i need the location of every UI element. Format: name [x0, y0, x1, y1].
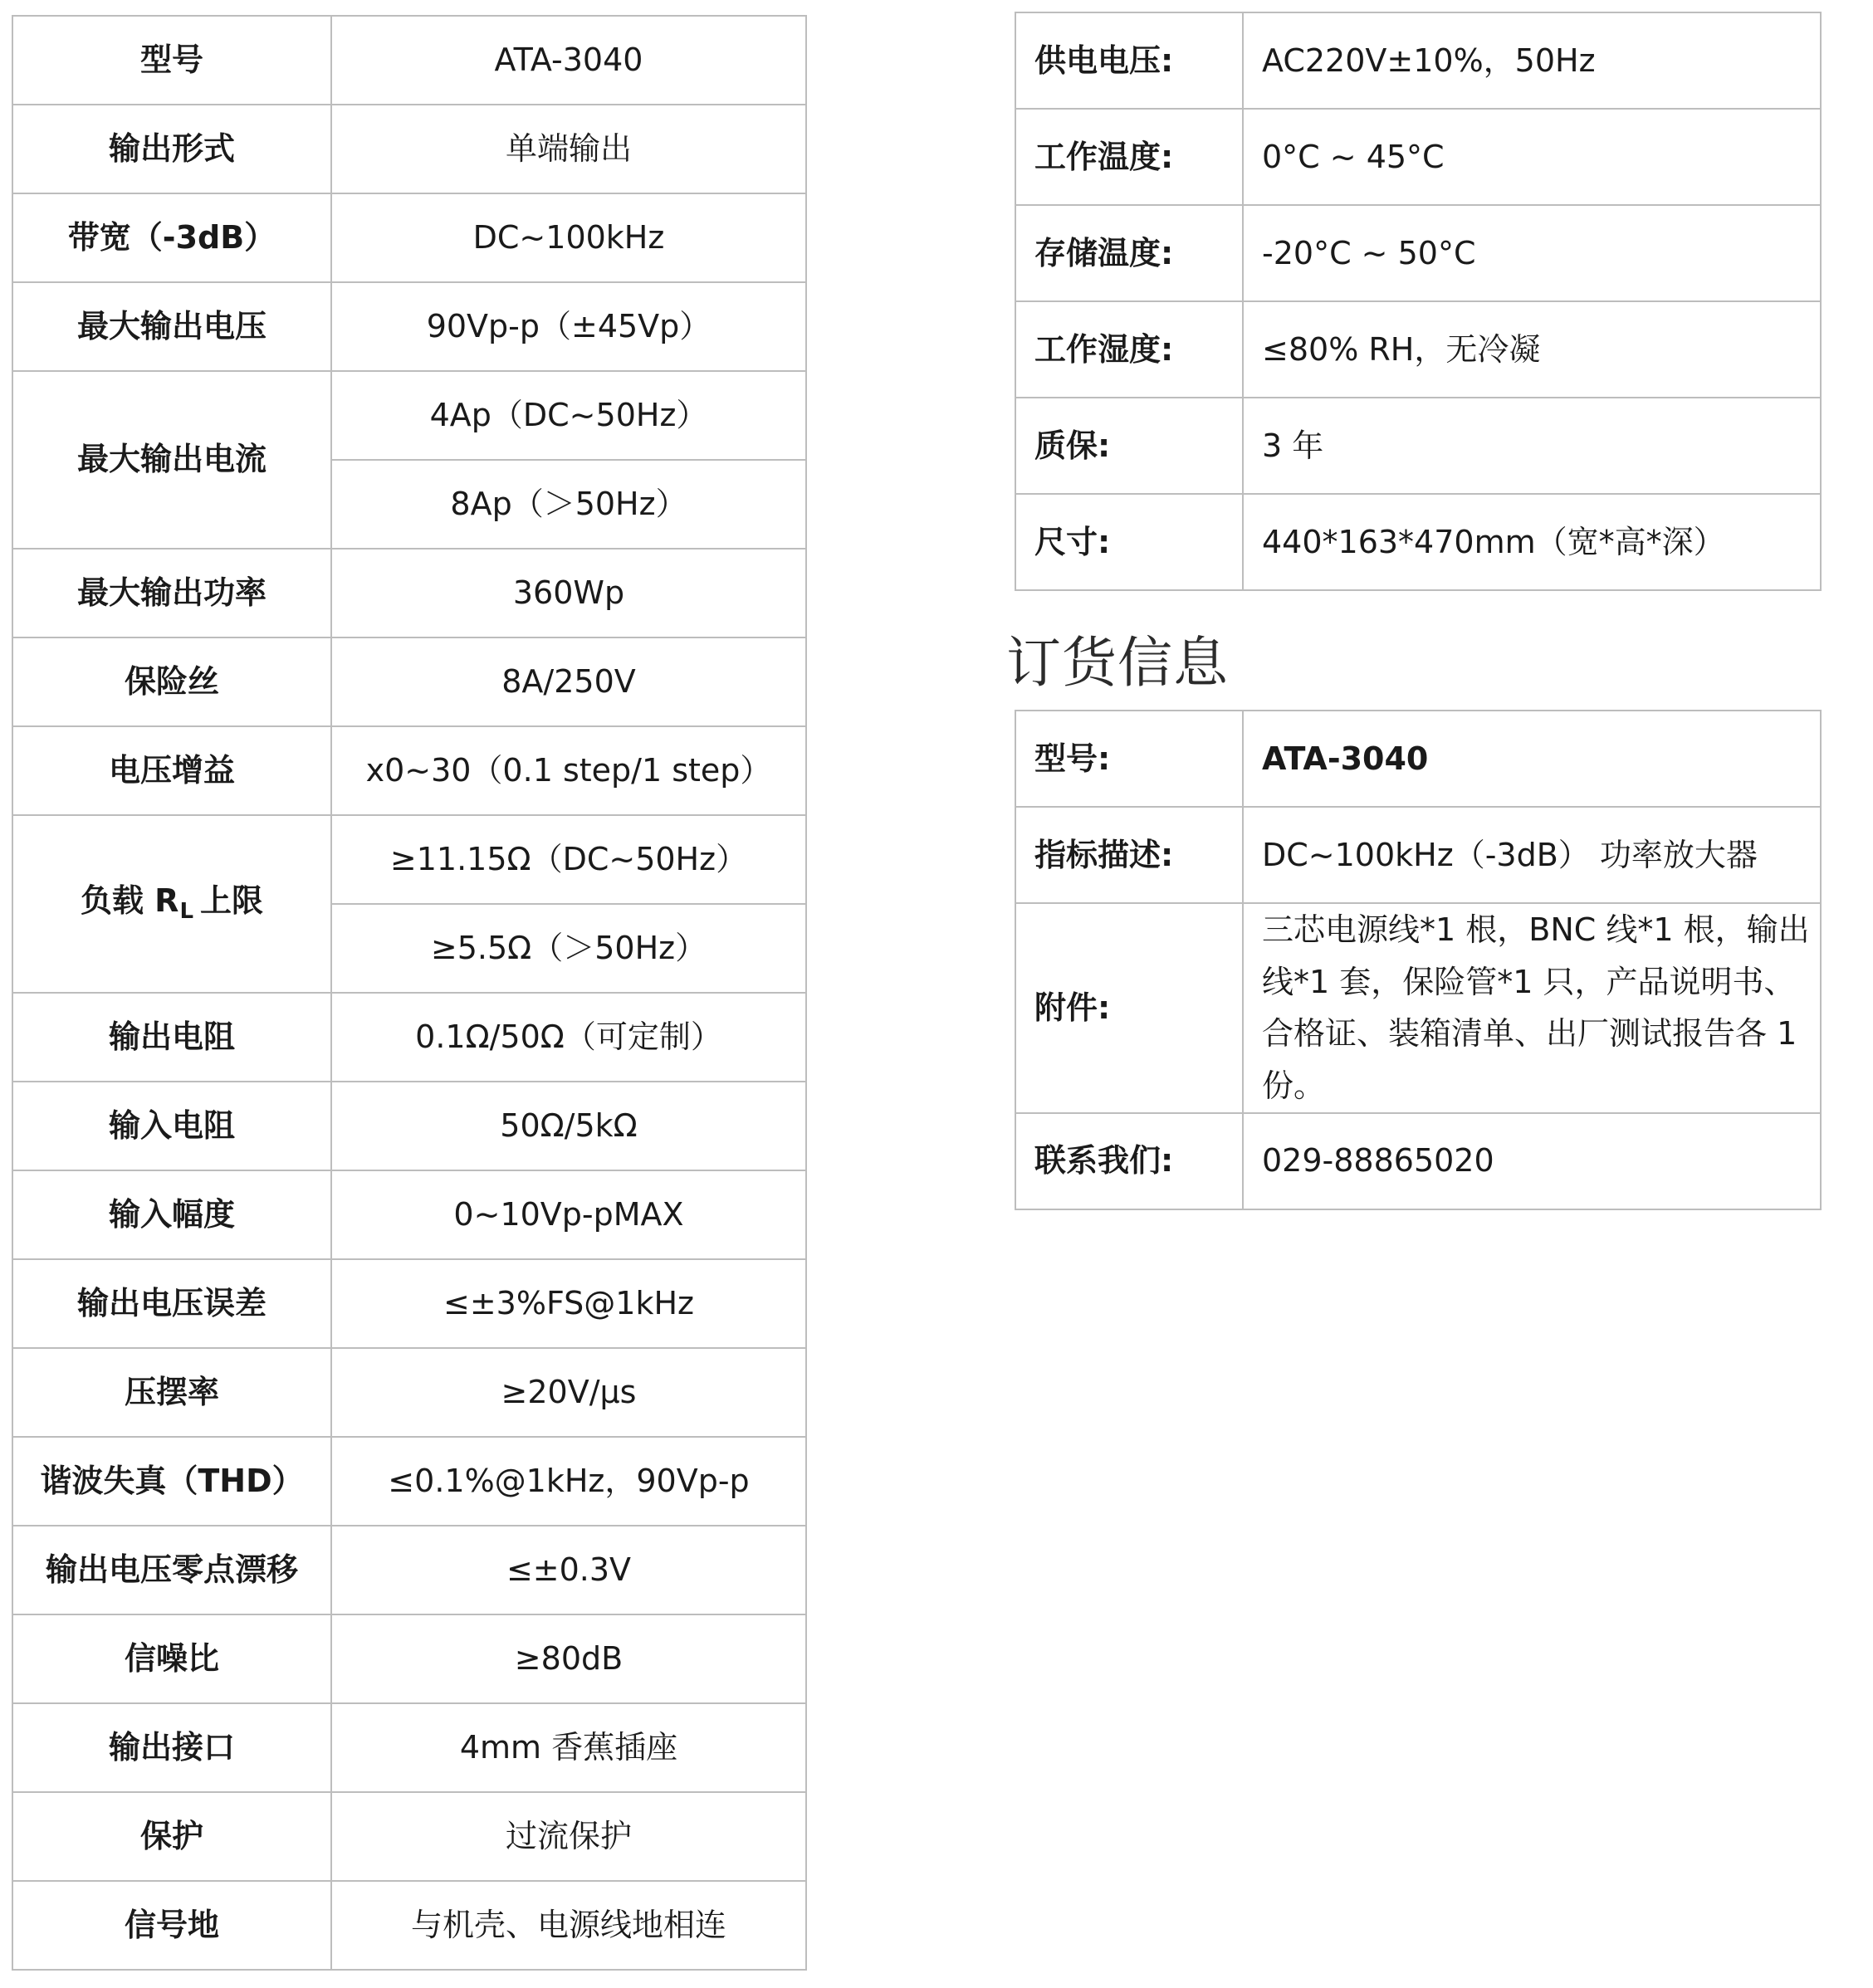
- spec-value-signal-ground: 与机壳、电源线地相连: [331, 1881, 806, 1970]
- spec-value-load-dc: ≥11.15Ω（DC~50Hz）: [331, 815, 806, 904]
- order-label-description: 指标描述:: [1015, 807, 1243, 903]
- env-label-storage-temp: 存储温度:: [1015, 205, 1243, 301]
- order-value-model: ATA-3040: [1243, 711, 1821, 807]
- spec-label-output-resistance: 输出电阻: [12, 993, 331, 1082]
- table-row: [12, 1526, 806, 1614]
- table-row: [1015, 1113, 1821, 1209]
- spec-value-output-form: 单端输出: [331, 105, 806, 193]
- spec-label-max-current: 最大输出电流: [12, 371, 331, 549]
- spec-label-output-form: 输出形式: [12, 105, 331, 193]
- spec-value-slew-rate: ≥20V/μs: [331, 1348, 806, 1437]
- env-label-warranty: 质保:: [1015, 398, 1243, 494]
- spec-table: [12, 15, 807, 1971]
- env-label-supply-voltage: 供电电压:: [1015, 12, 1243, 109]
- table-row: [12, 1170, 806, 1259]
- env-value-dimensions: 440*163*470mm（宽*高*深）: [1243, 494, 1821, 590]
- spec-label-fuse: 保险丝: [12, 637, 331, 726]
- spec-value-protection: 过流保护: [331, 1792, 806, 1881]
- table-row: [12, 1881, 806, 1970]
- spec-label-thd: 谐波失真（THD）: [12, 1437, 331, 1526]
- table-row: [12, 105, 806, 193]
- spec-value-model: ATA-3040: [331, 16, 806, 105]
- spec-label-bandwidth: 带宽（-3dB）: [12, 193, 331, 282]
- table-row: [12, 1082, 806, 1170]
- spec-label-input-amplitude: 输入幅度: [12, 1170, 331, 1259]
- env-label-operating-temp: 工作温度:: [1015, 109, 1243, 205]
- table-row: [1015, 494, 1821, 590]
- spec-value-max-current-ac: 8Ap（＞50Hz）: [331, 460, 806, 549]
- order-label-contact: 联系我们:: [1015, 1113, 1243, 1209]
- order-value-contact: 029-88865020: [1243, 1113, 1821, 1209]
- table-row: [1015, 12, 1821, 109]
- table-row: [12, 193, 806, 282]
- table-row: [12, 1703, 806, 1792]
- table-row: [12, 1259, 806, 1348]
- order-info-table: [1015, 710, 1822, 1210]
- spec-label-snr: 信噪比: [12, 1614, 331, 1703]
- load-label-prefix: 负载 R: [80, 882, 179, 920]
- spec-value-thd: ≤0.1%@1kHz，90Vp-p: [331, 1437, 806, 1526]
- env-value-warranty: 3 年: [1243, 398, 1821, 494]
- order-info-title: 订货信息: [1006, 631, 1229, 695]
- spec-label-zero-drift: 输出电压零点漂移: [12, 1526, 331, 1614]
- spec-value-max-current-dc: 4Ap（DC~50Hz）: [331, 371, 806, 460]
- table-row: [12, 16, 806, 105]
- table-row: [1015, 903, 1821, 1113]
- env-value-storage-temp: -20°C ~ 50°C: [1243, 205, 1821, 301]
- table-row: [1015, 711, 1821, 807]
- spec-label-protection: 保护: [12, 1792, 331, 1881]
- table-row: [12, 371, 806, 460]
- spec-label-voltage-error: 输出电压误差: [12, 1259, 331, 1348]
- spec-value-input-resistance: 50Ω/5kΩ: [331, 1082, 806, 1170]
- order-value-description: DC~100kHz（-3dB） 功率放大器: [1243, 807, 1821, 903]
- table-row: [1015, 301, 1821, 398]
- table-row: [1015, 205, 1821, 301]
- table-row: [12, 1437, 806, 1526]
- spec-value-output-resistance: 0.1Ω/50Ω（可定制）: [331, 993, 806, 1082]
- table-row: [12, 1614, 806, 1703]
- spec-value-max-power: 360Wp: [331, 549, 806, 637]
- spec-value-output-interface: 4mm 香蕉插座: [331, 1703, 806, 1792]
- table-row: [1015, 398, 1821, 494]
- order-label-accessories: 附件:: [1015, 903, 1243, 1113]
- spec-label-voltage-gain: 电压增益: [12, 726, 331, 815]
- table-row: [12, 815, 806, 904]
- load-label-subscript: L: [179, 899, 194, 925]
- spec-label-signal-ground: 信号地: [12, 1881, 331, 1970]
- spec-label-output-interface: 输出接口: [12, 1703, 331, 1792]
- table-row: [12, 1348, 806, 1437]
- spec-value-bandwidth: DC~100kHz: [331, 193, 806, 282]
- spec-label-input-resistance: 输入电阻: [12, 1082, 331, 1170]
- spec-label-model: 型号: [12, 16, 331, 105]
- spec-value-voltage-gain: x0~30（0.1 step/1 step）: [331, 726, 806, 815]
- table-row: [12, 726, 806, 815]
- spec-value-snr: ≥80dB: [331, 1614, 806, 1703]
- order-value-accessories: 三芯电源线*1 根，BNC 线*1 根，输出线*1 套，保险管*1 只，产品说明书、合格证、装箱清单、出厂测试报告各 1 份。: [1243, 903, 1821, 1113]
- spec-value-zero-drift: ≤±0.3V: [331, 1526, 806, 1614]
- spec-value-load-ac: ≥5.5Ω（＞50Hz）: [331, 904, 806, 993]
- spec-value-voltage-error: ≤±3%FS@1kHz: [331, 1259, 806, 1348]
- table-row: [12, 993, 806, 1082]
- order-label-model: 型号:: [1015, 711, 1243, 807]
- env-value-humidity: ≤80% RH，无冷凝: [1243, 301, 1821, 398]
- spec-value-input-amplitude: 0~10Vp-pMAX: [331, 1170, 806, 1259]
- table-row: [12, 549, 806, 637]
- env-label-humidity: 工作湿度:: [1015, 301, 1243, 398]
- table-row: [12, 282, 806, 371]
- spec-label-max-voltage: 最大输出电压: [12, 282, 331, 371]
- table-row: [12, 637, 806, 726]
- spec-label-slew-rate: 压摆率: [12, 1348, 331, 1437]
- env-label-dimensions: 尺寸:: [1015, 494, 1243, 590]
- env-value-operating-temp: 0°C ~ 45°C: [1243, 109, 1821, 205]
- env-value-supply-voltage: AC220V±10%，50Hz: [1243, 12, 1821, 109]
- spec-value-max-voltage: 90Vp-p（±45Vp）: [331, 282, 806, 371]
- load-label-suffix: 上限: [200, 882, 264, 920]
- table-row: [1015, 109, 1821, 205]
- environment-table: [1015, 12, 1822, 591]
- spec-value-fuse: 8A/250V: [331, 637, 806, 726]
- table-row: [1015, 807, 1821, 903]
- spec-label-max-power: 最大输出功率: [12, 549, 331, 637]
- table-row: [12, 1792, 806, 1881]
- spec-label-load-limit: [12, 815, 331, 993]
